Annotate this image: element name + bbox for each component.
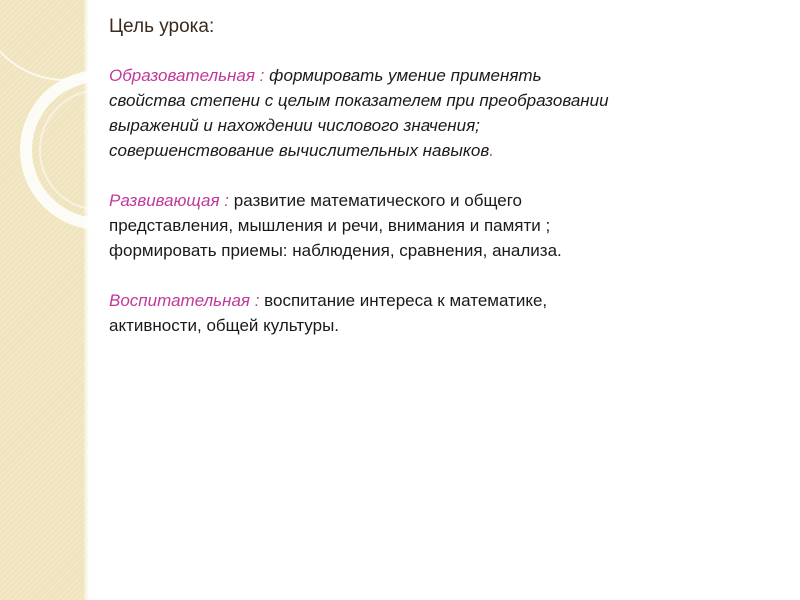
upbringing-goal-line: активности, общей культуры. xyxy=(109,316,340,335)
educational-goal-line: формировать умение применять xyxy=(269,66,542,85)
slide-content xyxy=(109,14,779,338)
educational-goal xyxy=(109,63,779,163)
educational-goal-label: Образовательная : xyxy=(109,66,270,85)
educational-goal-line: совершенствование вычислительных навыков xyxy=(109,141,490,160)
educational-goal-line: свойства степени с целым показателем при преобразовании xyxy=(109,91,609,110)
slide-title: Цель урока: xyxy=(109,16,215,37)
educational-goal-end-mark: . xyxy=(489,141,494,160)
developing-goal xyxy=(109,188,779,263)
developing-goal-line: формировать приемы: наблюдения, сравнения, анализа. xyxy=(109,241,562,260)
developing-goal-label: Развивающая : xyxy=(109,191,234,210)
upbringing-goal-label: Воспитательная : xyxy=(109,291,265,310)
developing-goal-line: представления, мышления и речи, внимания и памяти ; xyxy=(109,216,551,235)
upbringing-goal-line: воспитание интереса к математике, xyxy=(264,291,548,310)
upbringing-goal xyxy=(109,288,779,338)
developing-goal-line: развитие математического и общего xyxy=(233,191,522,210)
educational-goal-line: выражений и нахождении числового значения; xyxy=(109,116,480,135)
